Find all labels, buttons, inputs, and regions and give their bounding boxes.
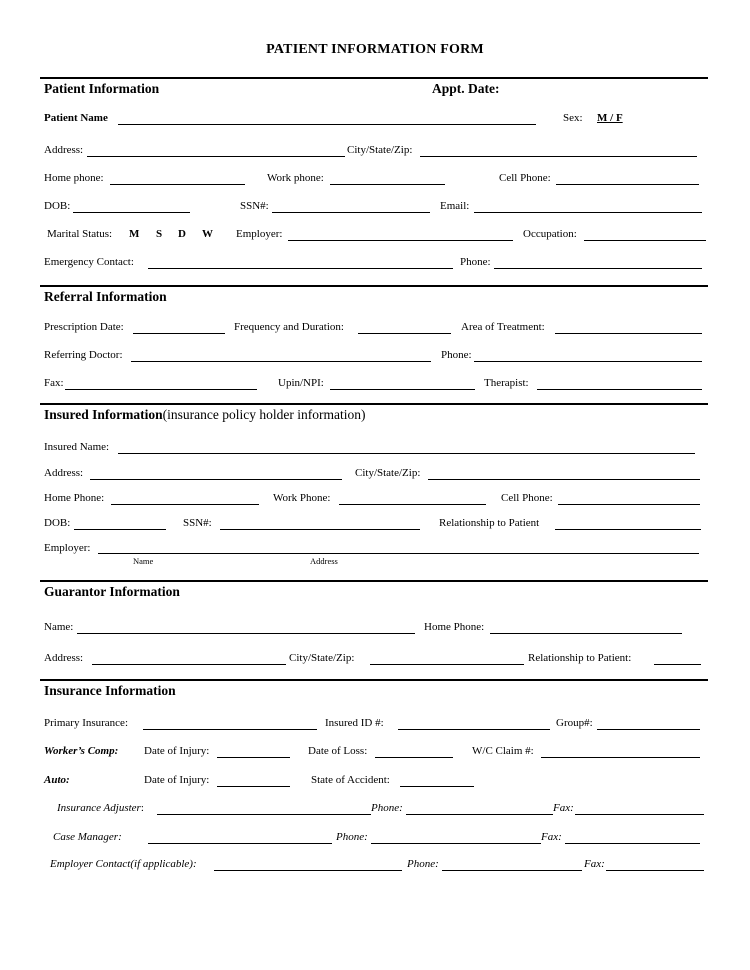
cell-phone-label: Cell Phone: <box>499 172 551 184</box>
emergency-phone-field[interactable] <box>494 268 702 269</box>
auto-label: Auto: <box>44 774 70 786</box>
therapist-label: Therapist: <box>484 377 529 389</box>
case-manager-phone-field[interactable] <box>371 843 541 844</box>
email-label: Email: <box>440 200 470 212</box>
auto-date-of-injury-field[interactable] <box>217 786 290 787</box>
employer-contact-fax-field[interactable] <box>606 870 704 871</box>
marital-option-w[interactable]: W <box>202 228 213 240</box>
guarantor-name-label: Name: <box>44 621 74 633</box>
insured-section-header <box>44 407 365 423</box>
patient-name-field[interactable] <box>118 124 536 125</box>
guarantor-city-state-zip-label: City/State/Zip: <box>289 652 355 664</box>
referral-phone-label: Phone: <box>441 349 472 361</box>
guarantor-home-phone-field[interactable] <box>490 633 682 634</box>
area-of-treatment-field[interactable] <box>555 333 702 334</box>
insured-address-label: Address: <box>44 467 84 479</box>
referral-fax-label: Fax: <box>44 377 64 389</box>
case-manager-phone-label: Phone: <box>336 831 368 843</box>
employer-address-caption: Address <box>310 556 338 566</box>
insured-work-phone-field[interactable] <box>339 504 486 505</box>
appt-date-label: Appt. Date: <box>432 81 500 96</box>
adjuster-phone-label: Phone: <box>371 802 403 814</box>
adjuster-fax-label: Fax: <box>553 802 574 814</box>
insured-city-state-zip-field[interactable] <box>428 479 700 480</box>
employer-contact-fax-label: Fax: <box>584 858 605 870</box>
insurance-adjuster-label <box>57 802 144 815</box>
ssn-field[interactable] <box>272 212 430 213</box>
insured-header-title: Insured Information <box>44 407 163 422</box>
guarantor-section-header: Guarantor Information <box>44 584 180 599</box>
guarantor-address-field[interactable] <box>92 664 286 665</box>
emergency-phone-label: Phone: <box>460 256 491 268</box>
wc-date-of-injury-label: Date of Injury: <box>144 745 210 757</box>
employer-contact-phone-field[interactable] <box>442 870 582 871</box>
guarantor-home-phone-label: Home Phone: <box>424 621 485 633</box>
employer-field[interactable] <box>288 240 513 241</box>
work-phone-label: Work phone: <box>267 172 324 184</box>
insured-id-field[interactable] <box>398 729 550 730</box>
upin-npi-label: Upin/NPI: <box>278 377 324 389</box>
address-field[interactable] <box>87 156 345 157</box>
date-of-loss-field[interactable] <box>375 757 453 758</box>
emergency-contact-field[interactable] <box>148 268 453 269</box>
form-title: PATIENT INFORMATION FORM <box>266 42 484 57</box>
sex-options[interactable]: M / F <box>597 112 623 124</box>
occupation-label: Occupation: <box>523 228 577 240</box>
frequency-duration-field[interactable] <box>358 333 451 334</box>
insurance-section-header: Insurance Information <box>44 683 176 698</box>
occupation-field[interactable] <box>584 240 706 241</box>
employer-contact-field[interactable] <box>214 870 402 871</box>
insured-cell-phone-label: Cell Phone: <box>501 492 553 504</box>
employer-name-caption: Name <box>133 556 154 566</box>
referring-doctor-field[interactable] <box>131 361 431 362</box>
prescription-date-label: Prescription Date: <box>44 321 124 333</box>
cell-phone-field[interactable] <box>556 184 699 185</box>
work-phone-field[interactable] <box>330 184 445 185</box>
insured-dob-field[interactable] <box>74 529 166 530</box>
therapist-field[interactable] <box>537 389 702 390</box>
insured-address-field[interactable] <box>90 479 342 480</box>
adjuster-fax-field[interactable] <box>575 814 704 815</box>
insured-id-label: Insured ID #: <box>325 717 384 729</box>
insured-ssn-field[interactable] <box>220 529 420 530</box>
patient-section-header: Patient Information <box>44 81 160 96</box>
insured-cell-phone-field[interactable] <box>558 504 700 505</box>
home-phone-label: Home phone: <box>44 172 104 184</box>
primary-insurance-label: Primary Insurance: <box>44 717 128 729</box>
city-state-zip-label: City/State/Zip: <box>347 144 413 156</box>
insured-city-state-zip-label: City/State/Zip: <box>355 467 421 479</box>
insured-name-label: Insured Name: <box>44 441 110 453</box>
referral-phone-field[interactable] <box>474 361 702 362</box>
insured-name-field[interactable] <box>118 453 695 454</box>
insured-employer-field[interactable] <box>98 553 699 554</box>
city-state-zip-field[interactable] <box>420 156 697 157</box>
insured-employer-label: Employer: <box>44 542 91 554</box>
insurance-adjuster-field[interactable] <box>157 814 371 815</box>
sex-label: Sex: <box>563 112 583 124</box>
ssn-label: SSN#: <box>240 200 269 212</box>
state-of-accident-label: State of Accident: <box>311 774 390 786</box>
employer-contact-label: Employer Contact(if applicable): <box>50 858 197 870</box>
group-number-label: Group#: <box>556 717 593 729</box>
section-divider <box>40 285 708 287</box>
insured-home-phone-field[interactable] <box>111 504 259 505</box>
case-manager-label: Case Manager: <box>53 831 122 843</box>
marital-option-s[interactable]: S <box>156 228 163 240</box>
referral-section-header: Referral Information <box>44 289 167 304</box>
section-divider <box>40 77 708 79</box>
insurance-adjuster-colon: : <box>140 802 144 814</box>
patient-name-label: Patient Name <box>44 112 108 124</box>
adjuster-phone-field[interactable] <box>406 814 553 815</box>
address-label: Address: <box>44 144 84 156</box>
emergency-contact-label: Emergency Contact: <box>44 256 134 268</box>
referral-fax-field[interactable] <box>65 389 257 390</box>
prescription-date-field[interactable] <box>133 333 225 334</box>
area-of-treatment-label: Area of Treatment: <box>461 321 545 333</box>
guarantor-relationship-field[interactable] <box>654 664 701 665</box>
guarantor-name-field[interactable] <box>77 633 415 634</box>
group-number-field[interactable] <box>597 729 700 730</box>
home-phone-field[interactable] <box>110 184 245 185</box>
insured-work-phone-label: Work Phone: <box>273 492 331 504</box>
employer-contact-phone-label: Phone: <box>407 858 439 870</box>
referring-doctor-label: Referring Doctor: <box>44 349 123 361</box>
section-divider <box>40 679 708 681</box>
case-manager-fax-field[interactable] <box>565 843 700 844</box>
wc-claim-label: W/C Claim #: <box>472 745 534 757</box>
dob-label: DOB: <box>44 200 71 212</box>
case-manager-fax-label: Fax: <box>541 831 562 843</box>
insured-header-note: (insurance policy holder information) <box>162 407 366 422</box>
section-divider <box>40 580 708 582</box>
guarantor-city-state-zip-field[interactable] <box>370 664 524 665</box>
insurance-adjuster-text: Insurance Adjuster <box>57 802 141 814</box>
upin-npi-field[interactable] <box>330 389 475 390</box>
email-field[interactable] <box>474 212 702 213</box>
employer-label: Employer: <box>236 228 283 240</box>
section-divider <box>40 403 708 405</box>
insured-dob-label: DOB: <box>44 517 71 529</box>
relationship-to-patient-label: Relationship to Patient <box>439 517 540 529</box>
auto-date-of-injury-label: Date of Injury: <box>144 774 210 786</box>
state-of-accident-field[interactable] <box>400 786 474 787</box>
primary-insurance-field[interactable] <box>143 729 317 730</box>
wc-claim-field[interactable] <box>541 757 700 758</box>
marital-option-d[interactable]: D <box>178 228 186 240</box>
marital-status-label: Marital Status: <box>47 228 113 240</box>
insured-home-phone-label: Home Phone: <box>44 492 105 504</box>
marital-option-m[interactable]: M <box>129 228 140 240</box>
frequency-duration-label: Frequency and Duration: <box>234 321 344 333</box>
relationship-to-patient-field[interactable] <box>555 529 701 530</box>
date-of-loss-label: Date of Loss: <box>308 745 368 757</box>
insured-ssn-label: SSN#: <box>183 517 212 529</box>
wc-date-of-injury-field[interactable] <box>217 757 290 758</box>
case-manager-field[interactable] <box>148 843 332 844</box>
guarantor-address-label: Address: <box>44 652 84 664</box>
workers-comp-label: Worker’s Comp: <box>44 745 119 757</box>
dob-field[interactable] <box>73 212 190 213</box>
guarantor-relationship-label: Relationship to Patient: <box>528 652 632 664</box>
